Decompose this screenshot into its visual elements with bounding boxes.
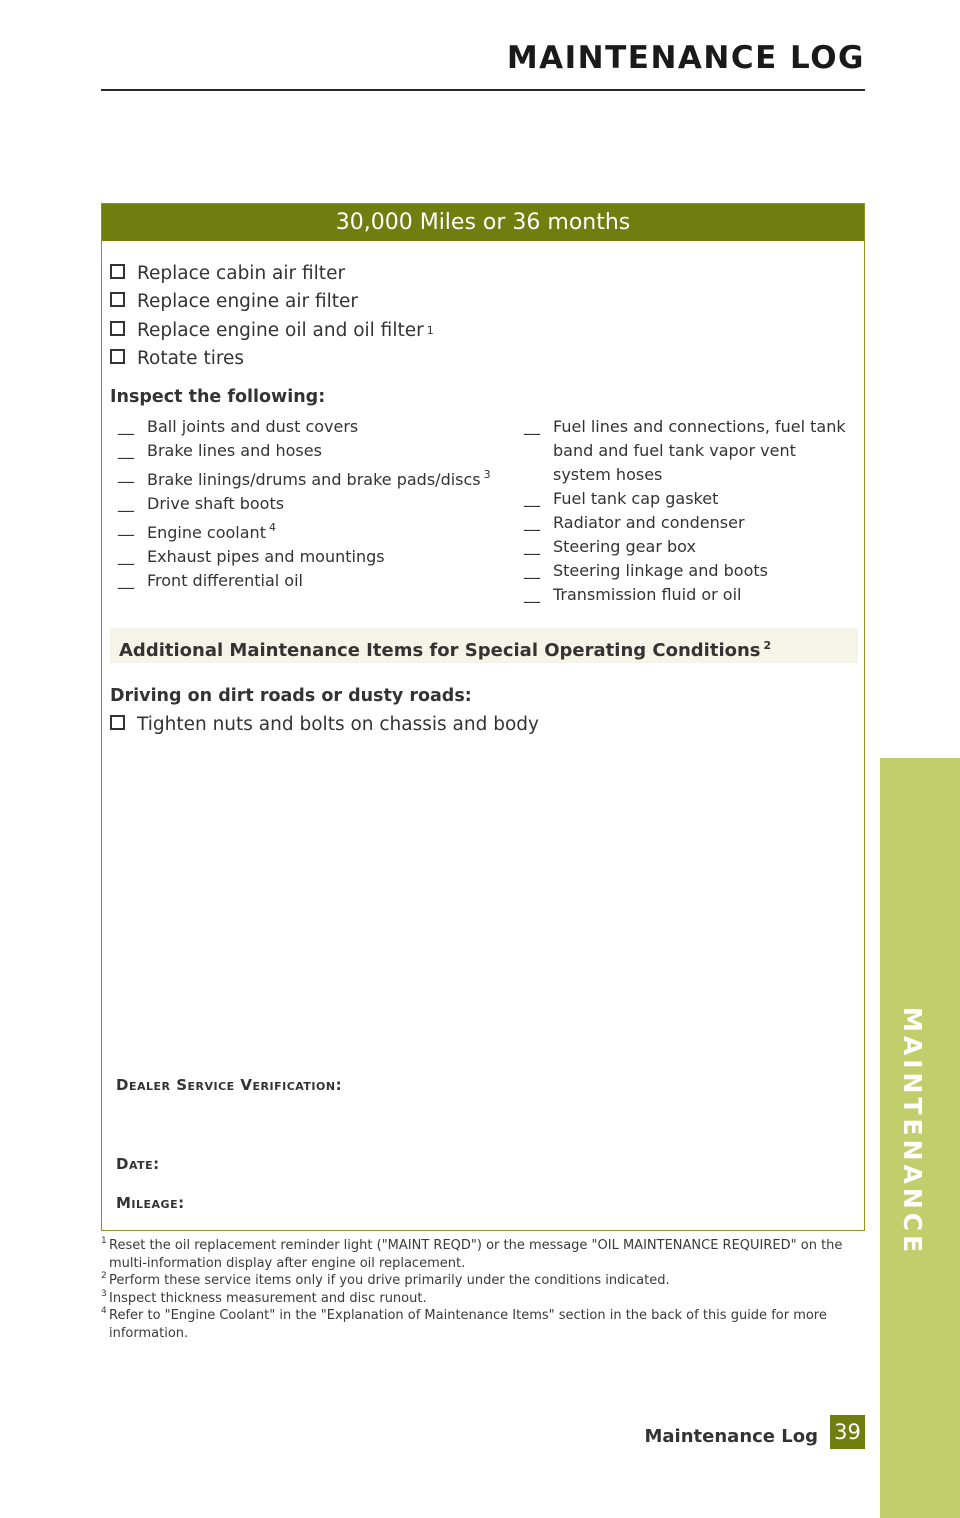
inspect-item: __ Steering gear box [524, 535, 856, 559]
footnote: 3 Inspect thickness measurement and disc runout. [101, 1288, 427, 1306]
footnote: 4 Refer to "Engine Coolant" in the "Explanation of Maintenance Items" section in the back of this guide for more information. [101, 1306, 827, 1341]
footnote-ref: 2 [763, 639, 772, 652]
inspect-item: __ Steering linkage and boots [524, 559, 856, 583]
mileage-label: Mileage: [116, 1194, 185, 1212]
section-tab-label: MAINTENANCE [898, 1007, 927, 1257]
service-checklist [110, 259, 434, 373]
footnote: 1 Reset the oil replacement reminder light ("MAINT REQD") or the message "OIL MAINTENANCE REQUIRED" on the multi-information display after engine oil replacement. [101, 1236, 843, 1271]
inspect-list-right [524, 415, 856, 607]
checkbox-icon[interactable] [110, 715, 125, 730]
date-label: Date: [116, 1155, 160, 1173]
inspect-item: __ Fuel tank cap gasket [524, 487, 856, 511]
footnote-ref: 3 [483, 468, 491, 481]
inspect-item: __ Drive shaft boots [118, 492, 498, 516]
maintenance-card [101, 203, 865, 1231]
checkbox-icon[interactable] [110, 292, 125, 307]
checkbox-icon[interactable] [110, 321, 125, 336]
checkbox-icon[interactable] [110, 264, 125, 279]
checklist-item[interactable] [110, 714, 539, 735]
footnote-ref: 1 [426, 323, 434, 337]
card-title: 30,000 Miles or 36 months [102, 204, 864, 241]
checklist-label: Replace engine air filter [137, 291, 359, 313]
inspect-heading: Inspect the following: [110, 387, 326, 407]
dirt-roads-heading: Driving on dirt roads or dusty roads: [110, 686, 472, 706]
checklist-label: Replace cabin air filter [137, 262, 346, 284]
footer-section-label: Maintenance Log [644, 1426, 818, 1447]
footnotes [101, 1237, 871, 1342]
inspect-item: __ Engine coolant $^4$ [118, 516, 498, 545]
page-number: 39 [830, 1415, 865, 1449]
inspect-item: __ Front differential oil [118, 569, 498, 593]
checklist-item[interactable] [110, 288, 434, 317]
checklist-label: Tighten nuts and bolts on chassis and body [137, 714, 539, 735]
page-title: MAINTENANCE LOG [506, 40, 865, 76]
inspect-item: __ Brake lines and hoses [118, 439, 498, 463]
inspect-item: __ Ball joints and dust covers [118, 415, 498, 439]
inspect-item: __ Fuel lines and connections, fuel tank band and fuel tank vapor vent system hoses [524, 415, 856, 487]
additional-maintenance-band [110, 628, 858, 663]
inspect-list-left [118, 415, 498, 593]
footnote: 2 Perform these service items only if you drive primarily under the conditions indicated. [101, 1271, 670, 1288]
dealer-verification-label: Dealer Service Verification: [116, 1076, 343, 1094]
checklist-label: Replace engine oil and oil filter [137, 319, 424, 341]
inspect-item: __ Brake linings/drums and brake pads/discs $^3$ [118, 463, 498, 492]
inspect-item: __ Transmission fluid or oil [524, 583, 856, 607]
inspect-item: __ Exhaust pipes and mountings [118, 545, 498, 569]
footnote-ref: 4 [268, 521, 276, 534]
checklist-item[interactable] [110, 259, 434, 288]
inspect-item: __ Radiator and condenser [524, 511, 856, 535]
checklist-label: Rotate tires [137, 348, 245, 370]
checklist-item[interactable] [110, 316, 434, 345]
additional-heading: Additional Maintenance Items for Special Operating Conditions [119, 640, 761, 661]
title-divider [101, 89, 865, 91]
checkbox-icon[interactable] [110, 349, 125, 364]
checklist-item[interactable] [110, 345, 434, 374]
